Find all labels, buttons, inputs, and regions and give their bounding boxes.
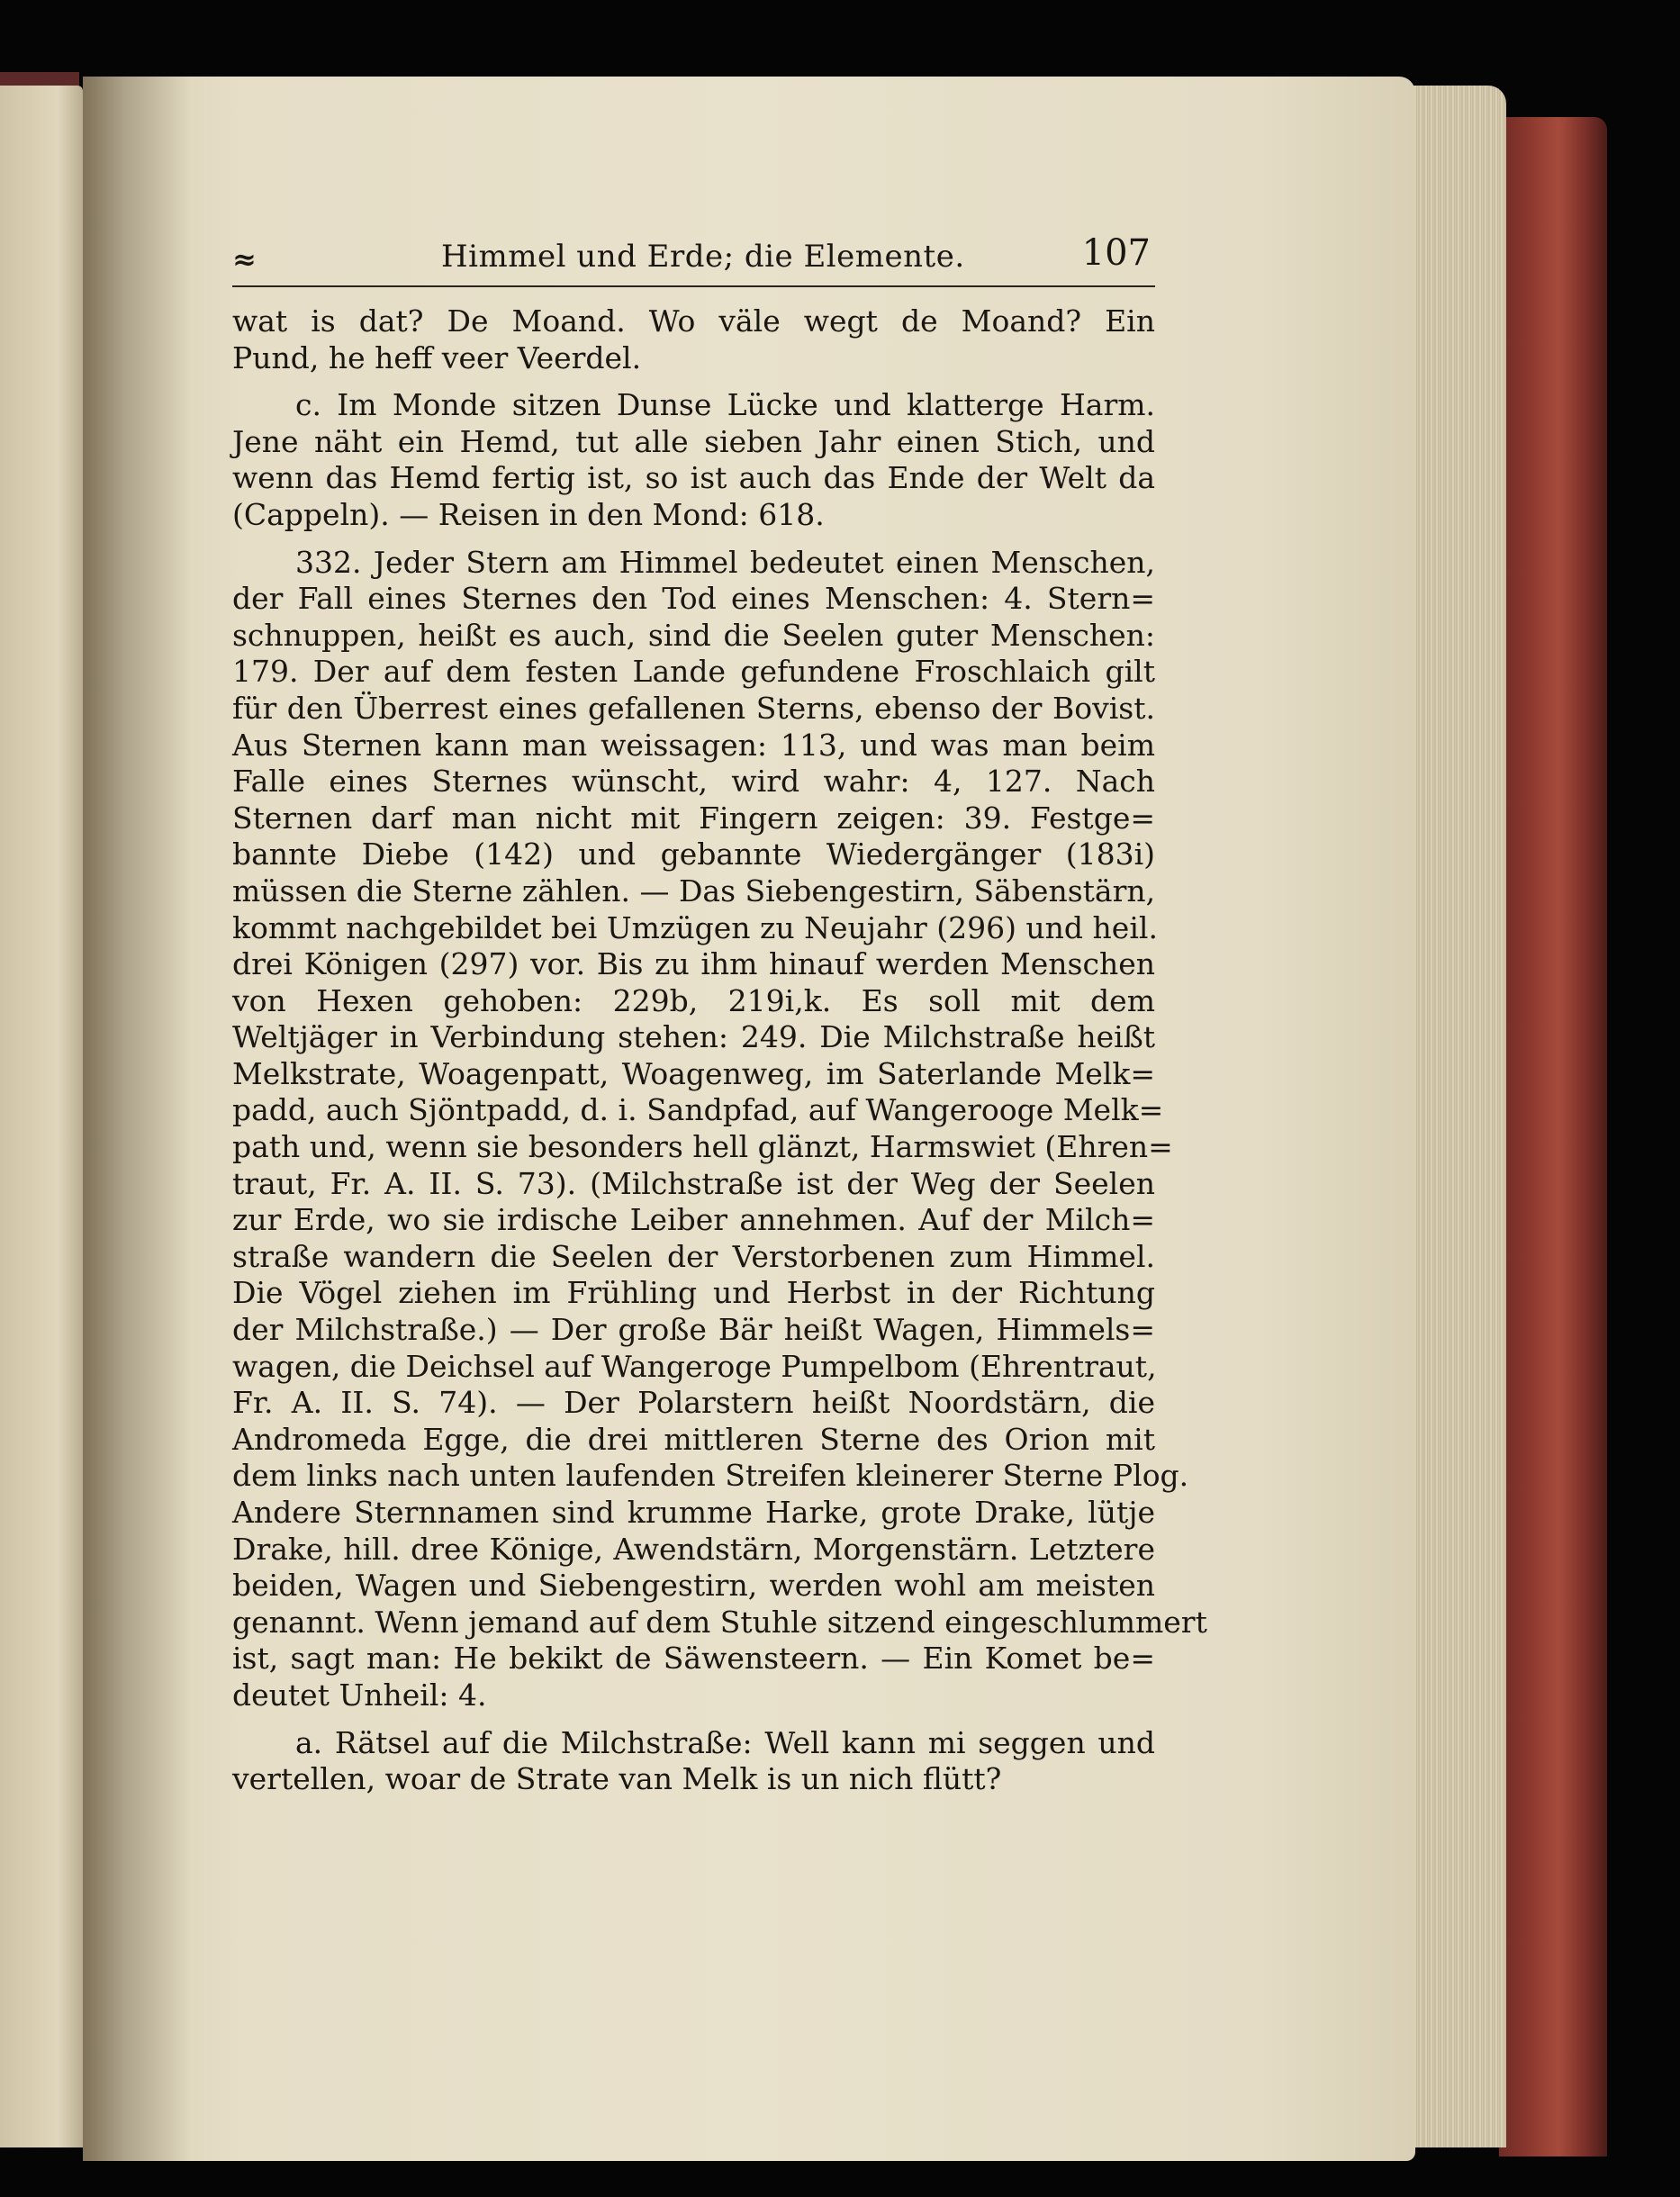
text-line: traut, Fr. A. II. S. 73). (Milchstraße ist der Weg der Seelen	[232, 1165, 1155, 1201]
signature-mark: ≈	[232, 242, 257, 276]
left-page-edge	[0, 86, 83, 2147]
paragraph-riddle	[232, 1725, 1155, 1798]
text-line: Melkstrate, Woagenpatt, Woagenweg, im Saterlande Melk=	[232, 1055, 1155, 1091]
text-line: von Hexen gehoben: 229b, 219i,k. Es soll mit dem	[232, 982, 1155, 1018]
text-line: c. Im Monde sitzen Dunse Lücke und klatterge Harm.	[295, 387, 1155, 423]
text-line: genannt. Wenn jemand auf dem Stuhle sitzend eingeschlummert	[232, 1604, 1207, 1640]
text-line: Die Vögel ziehen im Frühling und Herbst in der Richtung	[232, 1275, 1155, 1311]
text-line: beiden, Wagen und Siebengestirn, werden wohl am meisten	[232, 1568, 1155, 1604]
paragraph-1	[232, 303, 1155, 376]
text-line: Fr. A. II. S. 74). — Der Polarstern heißt Noordstärn, die	[232, 1385, 1155, 1421]
text-line: drei Königen (297) vor. Bis zu ihm hinauf werden Menschen	[232, 946, 1155, 982]
text-line: Sternen darf man nicht mit Fingern zeigen: 39. Festge=	[232, 800, 1155, 836]
text-line: path und, wenn sie besonders hell glänzt, Harmswiet (Ehren=	[232, 1129, 1173, 1165]
text-line: 332. Jeder Stern am Himmel bedeutet einen Menschen,	[295, 544, 1155, 580]
text-line: Andromeda Egge, die drei mittleren Sterne des Orion mit	[232, 1421, 1155, 1457]
text-line: padd, auch Sjöntpadd, d. i. Sandpfad, auf Wangerooge Melk=	[232, 1092, 1164, 1128]
book-cover-spine	[1499, 117, 1607, 2156]
text-line: Jene näht ein Hemd, tut alle sieben Jahr einen Stich, und	[232, 423, 1155, 459]
text-line: müssen die Sterne zählen. — Das Siebengestirn, Säbenstärn,	[232, 872, 1156, 909]
text-line: deutet Unheil: 4.	[232, 1677, 487, 1713]
text-line: dem links nach unten laufenden Streifen kleinerer Sterne Plog.	[232, 1458, 1189, 1494]
text-line: zur Erde, wo sie irdische Leiber annehmen. Auf der Milch=	[232, 1202, 1155, 1238]
text-line: der Fall eines Sternes den Tod eines Menschen: 4. Stern=	[232, 581, 1155, 617]
text-line: Drake, hill. dree Könige, Awendstärn, Morgenstärn. Letztere	[232, 1531, 1155, 1567]
text-line: ist, sagt man: He bekikt de Säwensteern. — Ein Komet be=	[232, 1641, 1155, 1677]
text-line: straße wandern die Seelen der Verstorbenen zum Himmel.	[232, 1238, 1155, 1274]
text-line: wenn das Hemd fertig ist, so ist auch das Ende der Welt da	[232, 460, 1155, 496]
page-number: 107	[1081, 232, 1151, 274]
text-line: (Cappeln). — Reisen in den Mond: 618.	[232, 496, 825, 532]
text-line: schnuppen, heißt es auch, sind die Seelen guter Menschen:	[232, 617, 1155, 653]
text-line: a. Rätsel auf die Milchstraße: Well kann mi seggen und	[295, 1724, 1155, 1760]
text-line: Andere Sternnamen sind krumme Harke, grote Drake, lütje	[232, 1495, 1155, 1530]
page-fore-edge	[1412, 86, 1506, 2147]
text-line: Weltjäger in Verbindung stehen: 249. Die Milchstraße heißt	[232, 1019, 1155, 1055]
page-content	[232, 230, 1207, 1798]
paragraph-2	[232, 387, 1155, 533]
running-head: Himmel und Erde; die Elemente.	[441, 239, 965, 275]
text-line: der Milchstraße.) — Der große Bär heißt Wagen, Himmels=	[232, 1312, 1155, 1348]
text-line: Pund, he heff veer Veerdel.	[232, 339, 642, 375]
text-line: bannte Diebe (142) und gebannte Wiedergänger (183i)	[232, 836, 1155, 872]
text-line: für den Überrest eines gefallenen Sterns, ebenso der Bovist.	[232, 690, 1155, 726]
body-text	[232, 303, 1207, 1798]
page-header	[232, 230, 1155, 287]
text-line: wat is dat? De Moand. Wo väle wegt de Moand? Ein	[232, 303, 1155, 339]
text-line: Falle eines Sternes wünscht, wird wahr: 4, 127. Nach	[232, 764, 1155, 800]
text-line: vertellen, woar de Strate van Melk is un nich flütt?	[232, 1761, 1002, 1797]
text-line: kommt nachgebildet bei Umzügen zu Neujahr (296) und heil.	[232, 909, 1158, 945]
text-line: wagen, die Deichsel auf Wangeroge Pumpelbom (Ehrentraut,	[232, 1348, 1157, 1384]
text-line: Aus Sternen kann man weissagen: 113, und was man beim	[232, 727, 1155, 763]
paragraph-332	[232, 544, 1207, 1714]
text-line: 179. Der auf dem festen Lande gefundene Froschlaich gilt	[232, 654, 1155, 690]
